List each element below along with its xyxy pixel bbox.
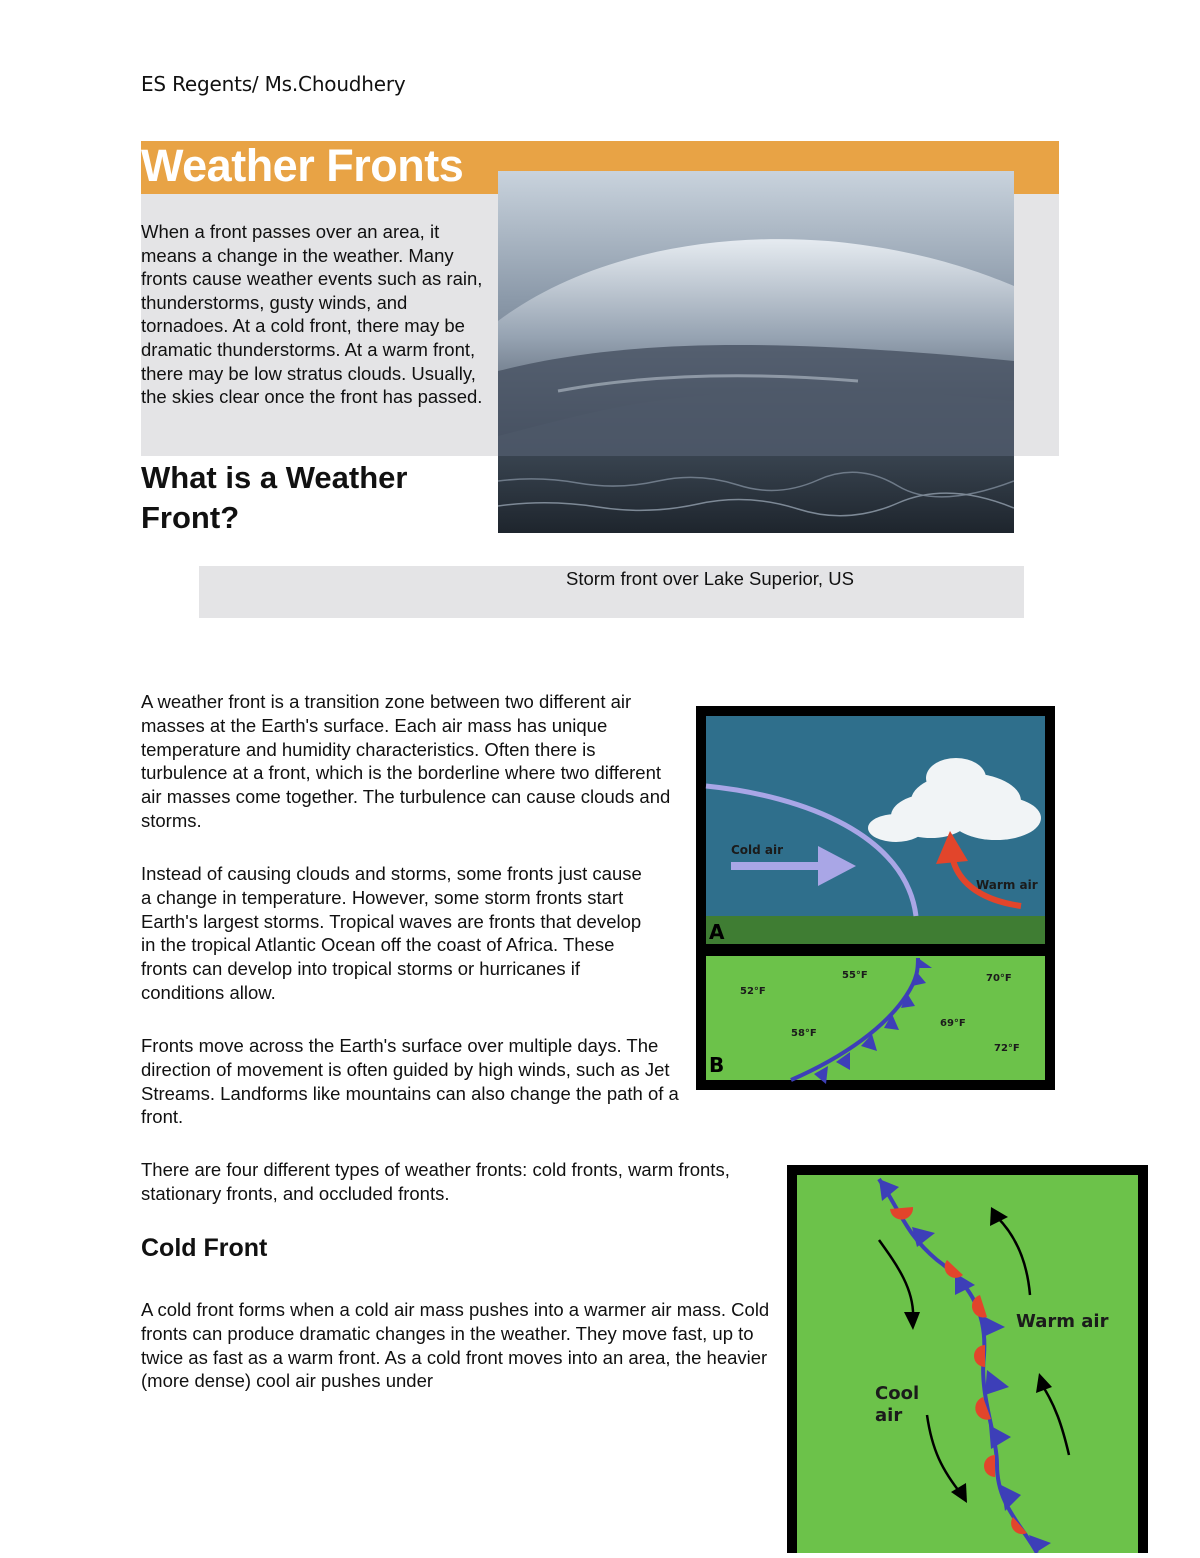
warm-air-label: Warm air xyxy=(1016,1311,1109,1332)
front-diagram xyxy=(696,706,1055,1090)
temp-label: 69°F xyxy=(940,1018,966,1029)
panel-b-label: B xyxy=(709,1053,725,1077)
panel-a-label: A xyxy=(709,920,725,944)
cool-air-label-line1: Cool xyxy=(875,1383,920,1404)
warm-air-label: Warm air xyxy=(976,878,1038,892)
panel-a-ground xyxy=(706,916,1045,944)
body-paragraph: A weather front is a transition zone between two different air masses at the Earth's surface. Each air mass has unique temperature and humidity characteristics. Often there is turbulence at a front, which is the borderline where two different air masses come together. The turbulence can cause clouds and storms. xyxy=(141,691,671,831)
section-heading-what-is-front: What is a Weather Front? xyxy=(141,460,408,535)
temp-label: 58°F xyxy=(791,1028,817,1039)
cold-front-text: A cold front forms when a cold air mass pushes into a warmer air mass. Cold fronts can produce dramatic changes in the weather. They move fast, up to twice as fast as a warm front. As a cold front moves into an area, the heavier (more dense) cool air pushes under xyxy=(141,1299,770,1392)
cold-air-label: Cold air xyxy=(731,843,784,857)
intro-text: When a front passes over an area, it means a change in the weather. Many fronts cause weather events such as rain, thunderstorms, gusty winds, and tornadoes. At a cold front, there may be dramatic thunderstorms. At a warm front, there may be low stratus clouds. Usually, the skies clear once the front has passed. xyxy=(141,221,483,408)
temp-label: 72°F xyxy=(994,1043,1020,1054)
body-paragraph: There are four different types of weather fronts: cold fronts, warm fronts, stationary fronts, and occluded fronts. xyxy=(141,1159,730,1204)
temp-label: 70°F xyxy=(986,973,1012,984)
page-title: Weather Fronts xyxy=(141,140,464,191)
course-header: ES Regents/ Ms.Choudhery xyxy=(141,72,406,96)
body-paragraph: Fronts move across the Earth's surface over multiple days. The direction of movement is often guided by high winds, such as Jet Streams. Landforms like mountains can also change the path of a front. xyxy=(141,1035,679,1128)
cold-front-heading: Cold Front xyxy=(141,1234,268,1262)
storm-photo xyxy=(498,171,1014,533)
body-paragraph: Instead of causing clouds and storms, some fronts just cause a change in temperature. However, some storm fronts start Earth's largest storms. Tropical waves are fronts that develop in the tropical Atlantic Ocean off the coast of Africa. These fronts can develop into tropical storms or hurricanes if conditions allow. xyxy=(141,863,642,1003)
front-map-diagram xyxy=(787,1165,1148,1553)
cool-air-label-line2: air xyxy=(875,1405,903,1426)
photo-caption: Storm front over Lake Superior, US xyxy=(566,568,854,589)
temp-label: 52°F xyxy=(740,986,766,997)
temp-label: 55°F xyxy=(842,970,868,981)
